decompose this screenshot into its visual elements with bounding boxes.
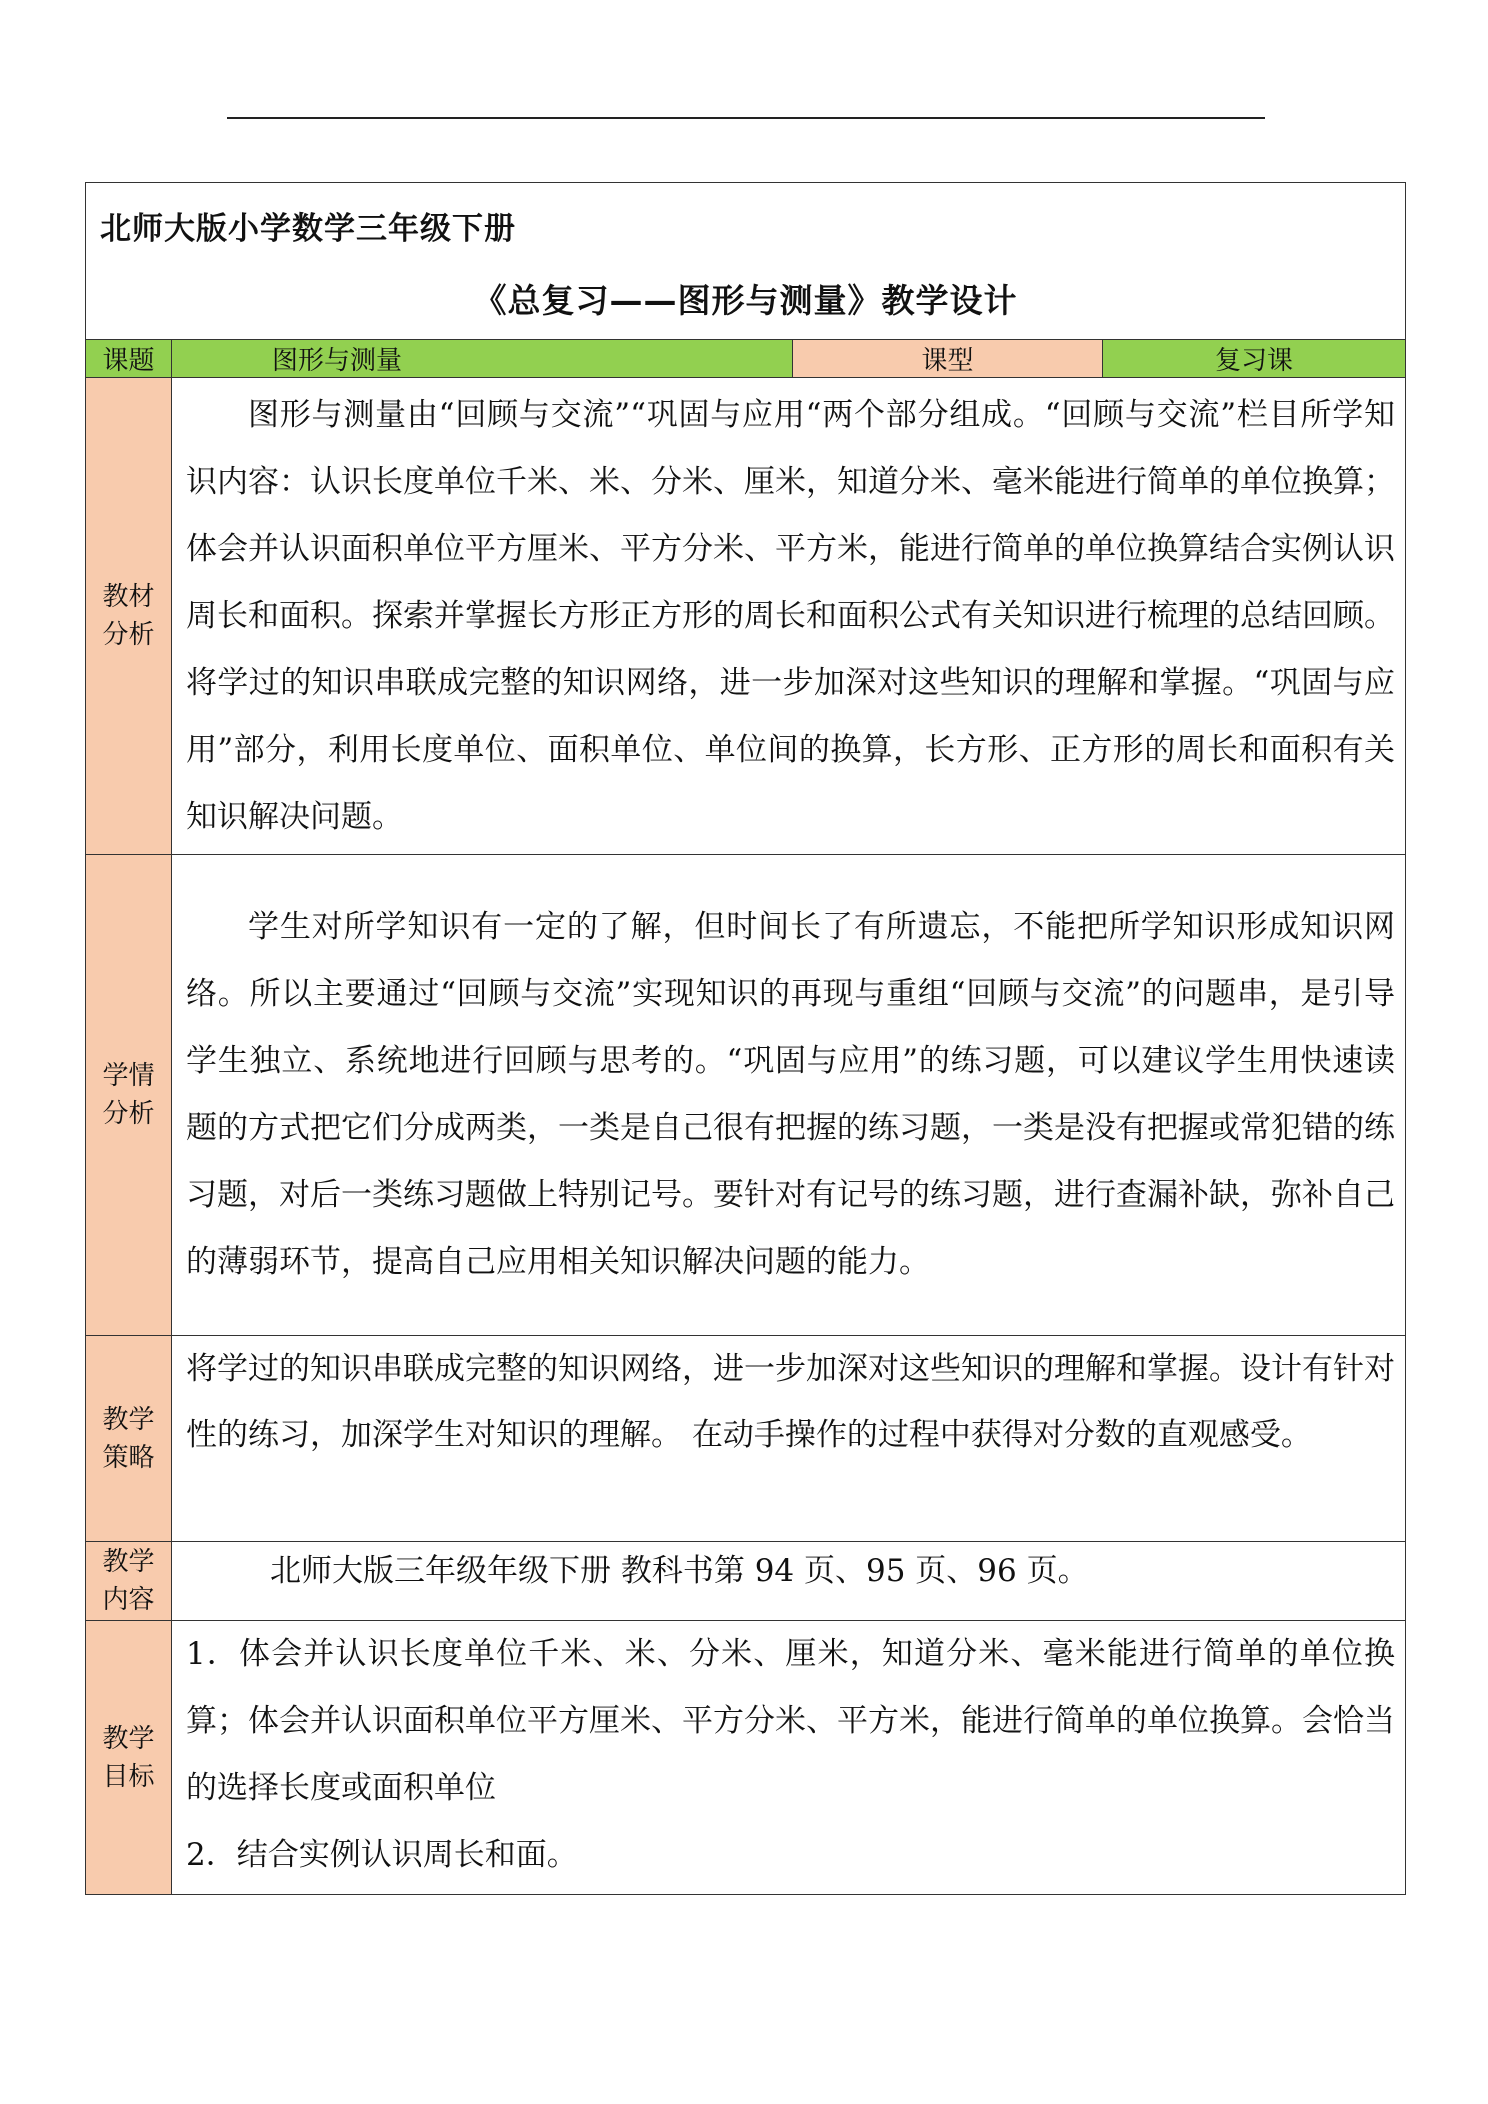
student-analysis-row (86, 855, 1406, 1336)
strategy-text (172, 1336, 1406, 1542)
label-line: 教学 (102, 1547, 155, 1577)
type-value: 复习课 (1103, 340, 1406, 378)
student-analysis-label (86, 855, 172, 1336)
textbook-analysis-label (86, 378, 172, 855)
type-label: 课型 (793, 340, 1103, 378)
header-rule (227, 117, 1265, 119)
title-cell (86, 183, 1406, 340)
label-line: 内容 (102, 1585, 155, 1615)
goals-row (86, 1621, 1406, 1895)
student-analysis-text (172, 855, 1406, 1336)
content-label (86, 1542, 172, 1621)
title-row (86, 183, 1406, 340)
strategy-label (86, 1336, 172, 1542)
topic-label: 课题 (86, 340, 172, 378)
goals-label (86, 1621, 172, 1895)
lesson-plan-table (85, 182, 1406, 1895)
label-line: 策略 (102, 1442, 155, 1473)
label-line: 教学 (102, 1723, 155, 1754)
label-line: 目标 (102, 1761, 155, 1792)
label-line: 教材 (102, 582, 155, 612)
topic-value: 图形与测量 (172, 340, 793, 378)
strategy-row (86, 1336, 1406, 1542)
paragraph: 图形与测量由“回顾与交流”“巩固与应用“两个部分组成。“回顾与交流”栏目所学知识内容：认识长度单位千米、米、分米、厘米，知道分米、毫米能进行简单的单位换算；体会并认识面积单位平方厘米、平方分米、平方米，能进行简单的单位换算结合实例认识周长和面积。探索并掌握长方形正方形的周长和面积公式有关知识进行梳理的总结回顾。将学过的知识串联成完整的知识网络，进一步加深对这些知识的理解和掌握。“巩固与应用”部分，利用长度单位、面积单位、单位间的换算，长方形、正方形的周长和面积有关知识解决问题。 (186, 396, 1395, 835)
textbook-analysis-row (86, 378, 1406, 855)
goal-item-1: 1．体会并认识长度单位千米、米、分米、厘米，知道分米、毫米能进行简单的单位换算；体会并认识面积单位平方厘米、平方分米、平方米，能进行简单的单位换算。会恰当的选择长度或面积单位 (186, 1636, 1395, 1806)
label-line: 教学 (102, 1404, 155, 1435)
label-line: 分析 (102, 1099, 155, 1129)
label-line: 学情 (102, 1061, 155, 1091)
textbook-analysis-text (172, 378, 1406, 855)
label-line: 分析 (102, 620, 155, 650)
paragraph: 将学过的知识串联成完整的知识网络，进一步加深对这些知识的理解和掌握。设计有针对性的练习，加深学生对知识的理解。 在动手操作的过程中获得对分数的直观感受。 (186, 1351, 1395, 1453)
doc-title-line2: 《总复习——图形与测量》教学设计 (473, 281, 1018, 320)
paragraph: 学生对所学知识有一定的了解，但时间长了有所遗忘，不能把所学知识形成知识网络。所以主要通过“回顾与交流”实现知识的再现与重组“回顾与交流”的问题串，是引导学生独立、系统地进行回顾与思考的。“巩固与应用”的练习题，可以建议学生用快速读题的方式把它们分成两类，一类是自己很有把握的练习题，一类是没有把握或常犯错的练习题，对后一类练习题做上特别记号。要针对有记号的练习题，进行查漏补缺，弥补自己的薄弱环节，提高自己应用相关知识解决问题的能力。 (186, 909, 1395, 1280)
content-row (86, 1542, 1406, 1621)
doc-title-line1: 北师大版小学数学三年级下册 (100, 211, 516, 247)
goals-text (172, 1621, 1406, 1895)
goal-item-2: 2．结合实例认识周长和面。 (186, 1837, 578, 1873)
paragraph: 北师大版三年级年级下册 教科书第 94 页、95 页、96 页。 (270, 1553, 1089, 1589)
topic-row (86, 340, 1406, 378)
content-text (172, 1542, 1406, 1621)
